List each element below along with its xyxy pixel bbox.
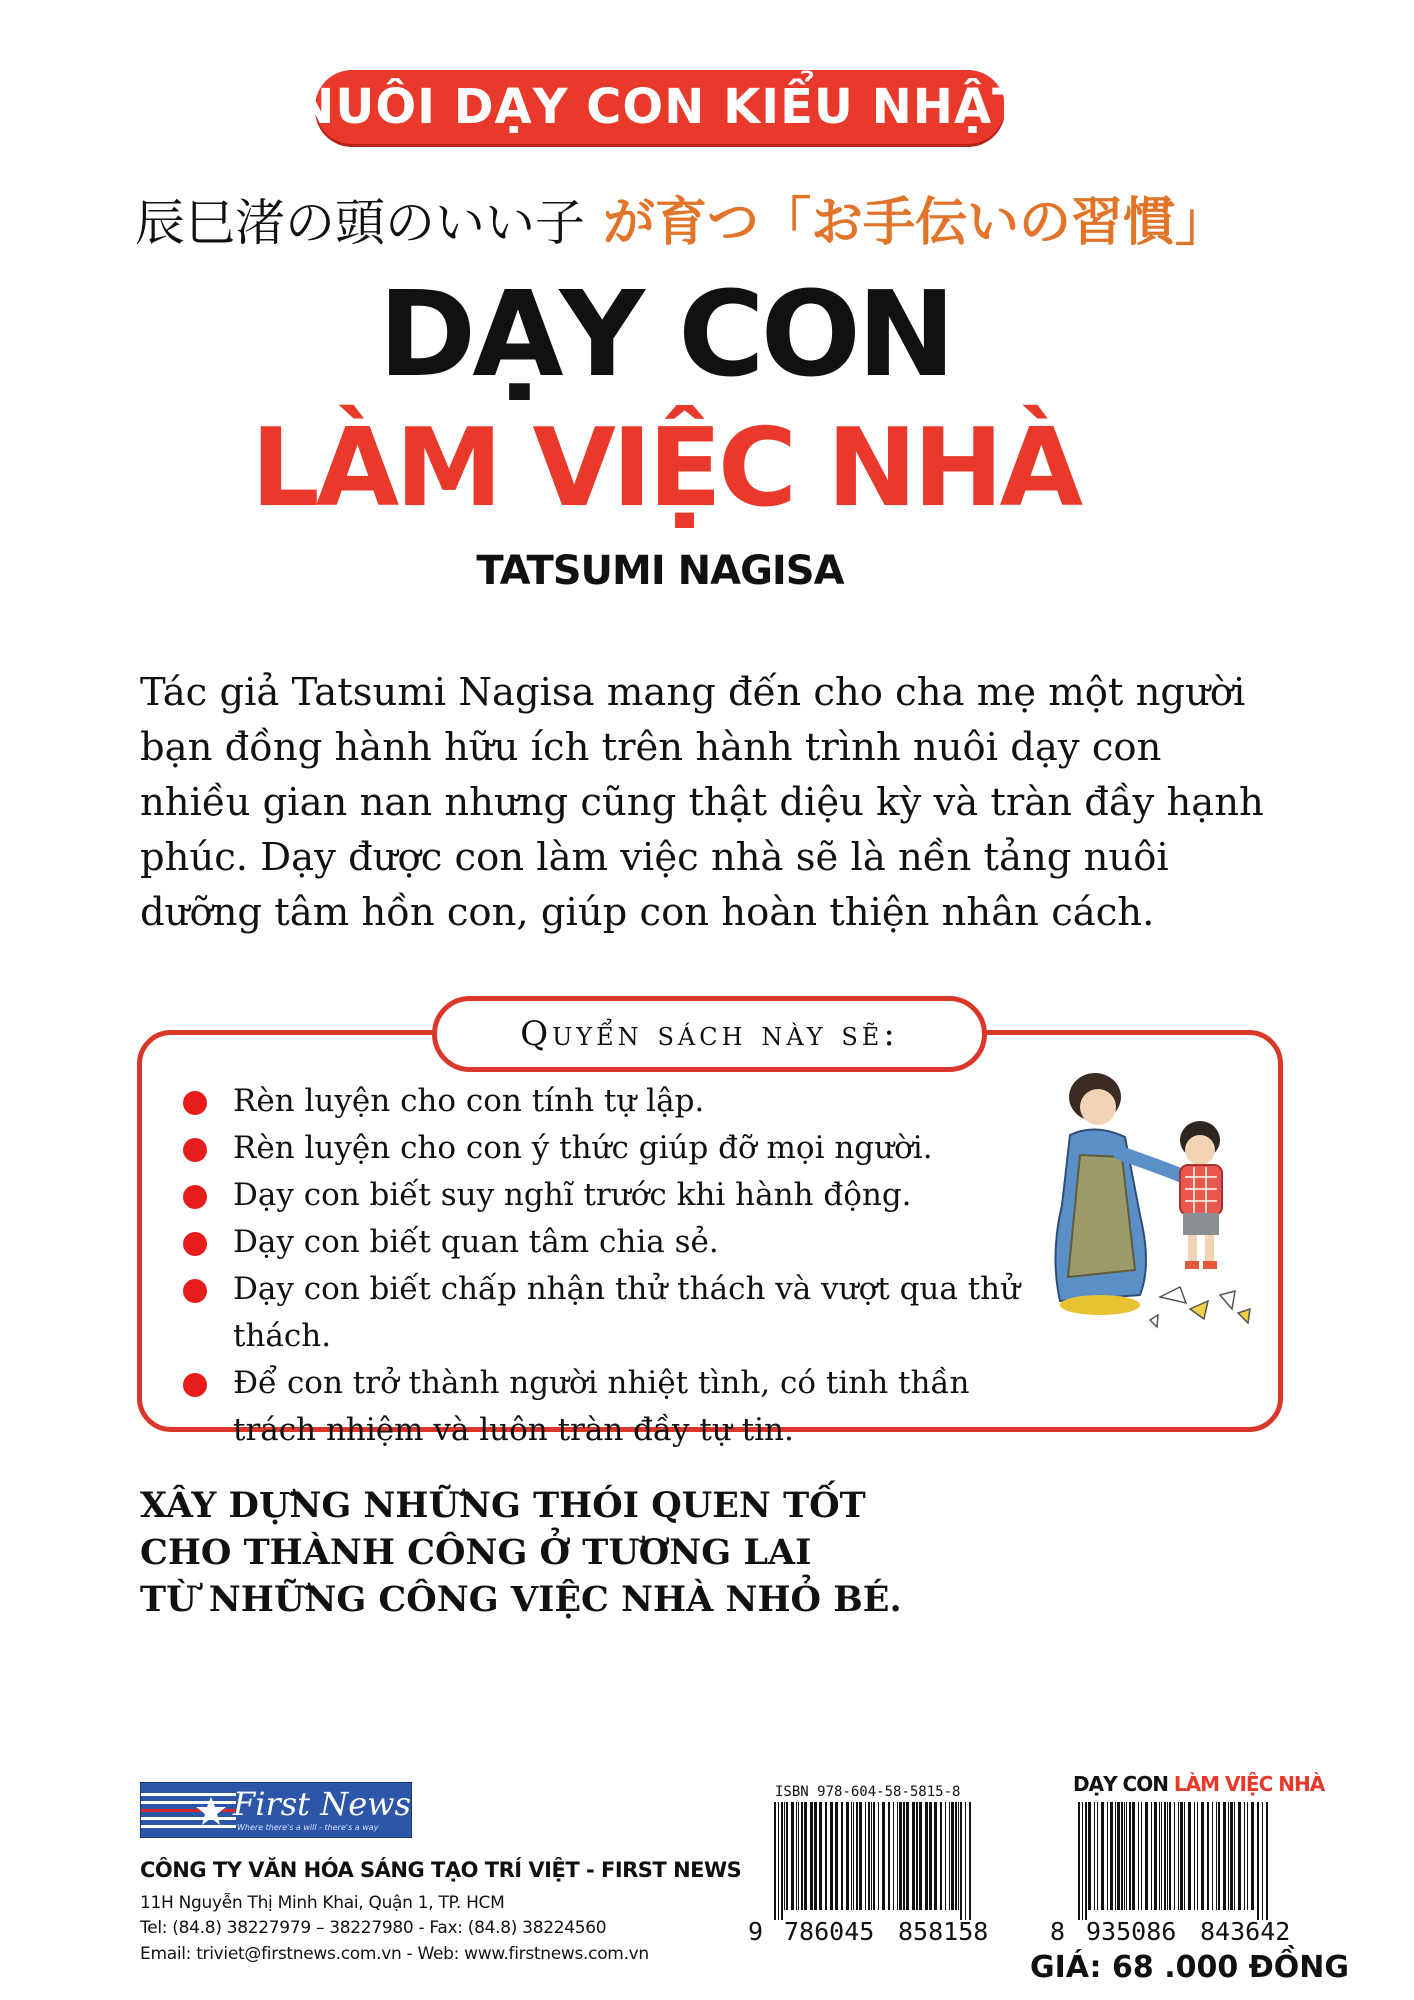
barcode-bar: [786, 1802, 788, 1910]
barcode-bar: [825, 1802, 827, 1910]
bullet-icon: [183, 1232, 207, 1256]
publisher-logo-tagline: Where there's a will - there's a way: [237, 1823, 379, 1832]
barcode-bar: [929, 1802, 932, 1910]
barcode-bar: [796, 1802, 797, 1910]
barcode-bar: [1117, 1802, 1120, 1910]
barcode-bar: [1145, 1802, 1148, 1910]
barcode-bar: [903, 1802, 905, 1910]
barcode-bar: [965, 1802, 966, 1920]
barcode-bar: [873, 1802, 875, 1910]
barcode-bar: [1097, 1802, 1098, 1910]
barcode-bar: [955, 1802, 957, 1910]
barcode-title-part1: DẠY CON: [1073, 1772, 1168, 1796]
barcode-bar: [1129, 1802, 1131, 1910]
publisher-logo-text: First News: [233, 1785, 411, 1823]
barcode-bar: [893, 1802, 894, 1910]
barcode-bar: [1126, 1802, 1127, 1910]
barcode-bar: [1223, 1802, 1226, 1910]
store-digits-right: 843642: [1200, 1917, 1291, 1946]
barcode-bar: [1115, 1802, 1116, 1910]
barcode-bar: [945, 1802, 946, 1910]
japanese-title-part2: が育つ「お手伝いの習慣」: [603, 193, 1228, 253]
barcode-bar: [1121, 1802, 1123, 1910]
store-barcode: [1074, 1802, 1314, 1920]
barcode-bar: [1244, 1802, 1245, 1910]
feature-item-text: Rèn luyện cho con ý thức giúp đỡ mọi người.: [233, 1130, 933, 1166]
barcode-bar: [1107, 1802, 1108, 1910]
barcode-bar: [1085, 1802, 1087, 1920]
slogan: [140, 1482, 1040, 1623]
barcode-bar: [871, 1802, 872, 1910]
barcode-bar: [1167, 1802, 1168, 1910]
barcode-bar: [1082, 1802, 1083, 1920]
barcode-bar: [846, 1802, 849, 1910]
feature-heading-text: Quyển sách này sẽ:: [520, 1014, 899, 1054]
barcode-bar: [778, 1802, 779, 1920]
bullet-icon: [183, 1373, 207, 1397]
barcode-bar: [814, 1802, 817, 1910]
star-stripes-icon: [141, 1783, 241, 1838]
barcode-bar: [969, 1802, 971, 1920]
mother-shoes: [1060, 1295, 1140, 1315]
barcode-bar: [1257, 1802, 1259, 1920]
child-shorts: [1183, 1213, 1219, 1235]
store-digits-left: 935086: [1086, 1917, 1177, 1946]
barcode-bar: [1078, 1802, 1080, 1920]
bullet-icon: [183, 1185, 207, 1209]
barcode-bar: [1212, 1802, 1213, 1910]
barcode-bar: [853, 1802, 854, 1910]
feature-item-text: Để con trở thành người nhiệt tình, có tinh thần trách nhiệm và luôn tràn đầy tự tin.: [233, 1365, 970, 1448]
series-label: [294, 70, 1026, 144]
japanese-title-part1: 辰巳渚の頭のいい子: [135, 194, 585, 252]
barcode-bar: [856, 1802, 858, 1910]
barcode-bar: [1151, 1802, 1152, 1910]
barcode-bar: [859, 1802, 862, 1910]
barcode-bar: [1184, 1802, 1185, 1910]
barcode-bar: [841, 1802, 843, 1910]
isbn-digits-left: 786045: [784, 1917, 875, 1946]
barcode-bar: [1180, 1802, 1183, 1910]
barcode-bar: [940, 1802, 942, 1910]
barcode-book-title: [1073, 1772, 1324, 1796]
barcode-bar: [1178, 1802, 1179, 1910]
barcode-bar: [1266, 1802, 1268, 1920]
plate-shard: [1220, 1291, 1235, 1309]
barcode-bar: [819, 1802, 822, 1910]
barcode-bar: [916, 1802, 918, 1910]
barcode-bar: [1138, 1802, 1139, 1910]
barcode-bar: [919, 1802, 922, 1910]
barcode-bar: [1238, 1802, 1241, 1910]
barcode-bar: [1194, 1802, 1195, 1910]
barcode-bar: [1141, 1802, 1142, 1910]
child-shoe: [1203, 1261, 1217, 1269]
barcode-bar: [781, 1802, 783, 1920]
barcode-title-part2: LÀM VIỆC NHÀ: [1173, 1772, 1325, 1796]
isbn-lead-digit: 9: [748, 1917, 764, 1946]
barcode-bar: [1101, 1802, 1104, 1910]
plate-shard: [1150, 1315, 1158, 1327]
barcode-bar: [851, 1802, 852, 1910]
price: GIÁ: 68 .000 ĐỒNG: [1030, 1950, 1350, 1985]
barcode-bar: [925, 1802, 928, 1910]
slogan-line: CHO THÀNH CÔNG Ở TƯƠNG LAI: [140, 1532, 812, 1573]
plate-shard: [1160, 1287, 1186, 1303]
barcode-bar: [899, 1802, 902, 1910]
barcode-bar: [951, 1802, 954, 1910]
store-lead-digit: 8: [1050, 1917, 1066, 1946]
feature-item: [183, 1219, 1083, 1266]
bullet-icon: [183, 1279, 207, 1303]
barcode-bar: [774, 1802, 776, 1920]
feature-item: [183, 1172, 1083, 1219]
barcode-bar: [934, 1802, 937, 1910]
publisher-address: 11H Nguyễn Thị Minh Khai, Quận 1, TP. HCM: [140, 1893, 505, 1913]
barcode-bar: [791, 1802, 794, 1910]
barcode-bar: [960, 1802, 962, 1920]
book-title-line1: DẠY CON: [378, 265, 952, 403]
publisher-logo: [140, 1782, 412, 1838]
isbn-digits-right: 858158: [898, 1917, 989, 1946]
barcode-bar: [1094, 1802, 1095, 1910]
barcode-bar: [1154, 1802, 1157, 1910]
bullet-icon: [183, 1091, 207, 1115]
barcode-bar: [1132, 1802, 1135, 1910]
barcode-bar: [1188, 1802, 1191, 1910]
barcode-bar: [830, 1802, 833, 1910]
barcode-bar: [1262, 1802, 1263, 1920]
publisher-company: CÔNG TY VĂN HÓA SÁNG TẠO TRÍ VIỆT - FIRST NEWS: [140, 1858, 742, 1882]
slogan-line: TỪ NHỮNG CÔNG VIỆC NHÀ NHỎ BÉ.: [140, 1579, 902, 1620]
barcode-bar: [888, 1802, 890, 1910]
plate-shard: [1190, 1301, 1208, 1319]
barcode-bar: [1197, 1802, 1198, 1910]
book-description: Tác giả Tatsumi Nagisa mang đến cho cha mẹ một người bạn đồng hành hữu ích trên hành trình nuôi dạy con nhiều gian nan nhưng cũng thật diệu kỳ và tràn đầy hạnh phúc. Dạy được con làm việc nhà sẽ là nền tảng nuôi dưỡng tâm hồn con, giúp con hoàn thiện nhân cách.: [140, 670, 1264, 935]
child-leg: [1205, 1235, 1214, 1263]
plate-shard: [1238, 1309, 1250, 1323]
barcode-bar: [1207, 1802, 1209, 1910]
barcode-bar: [1228, 1802, 1229, 1910]
barcode-bar: [1201, 1802, 1204, 1910]
publisher-phone: Tel: (84.8) 38227979 – 38227980 - Fax: (84.8) 38224560: [140, 1918, 607, 1938]
bullet-icon: [183, 1138, 207, 1162]
barcode-bar: [1234, 1802, 1235, 1910]
barcode-bar: [1218, 1802, 1220, 1910]
child-shoe: [1185, 1261, 1199, 1269]
barcode-bar: [882, 1802, 885, 1910]
barcode-bar: [1174, 1802, 1175, 1910]
barcode-bar: [804, 1802, 807, 1910]
child-shirt: [1180, 1165, 1222, 1215]
feature-item: [183, 1266, 1083, 1360]
barcode-bar: [897, 1802, 898, 1910]
barcode-bar: [801, 1802, 803, 1910]
feature-item: [183, 1078, 1083, 1125]
barcode-bar: [1216, 1802, 1217, 1910]
barcode-bar: [1247, 1802, 1248, 1910]
book-title-line2: LÀM VIỆC NHÀ: [250, 406, 1080, 531]
publisher-contact: Email: triviet@firstnews.com.vn - Web: www.firstnews.com.vn: [140, 1944, 649, 1964]
feature-list: [183, 1078, 1083, 1454]
child-face: [1185, 1135, 1215, 1165]
barcode-bar: [1251, 1802, 1254, 1910]
feature-item-text: Rèn luyện cho con tính tự lập.: [233, 1083, 705, 1119]
isbn-barcode: [770, 1802, 1010, 1920]
barcode-bar: [1159, 1802, 1160, 1910]
japanese-title: [135, 180, 1285, 260]
barcode-bar: [810, 1802, 813, 1910]
feature-item-text: Dạy con biết chấp nhận thử thách và vượt qua thử thách.: [233, 1271, 1021, 1354]
slogan-line: XÂY DỰNG NHỮNG THÓI QUEN TỐT: [140, 1485, 866, 1526]
barcode-bar: [798, 1802, 799, 1910]
barcode-bar: [1088, 1802, 1091, 1910]
barcode-bar: [906, 1802, 909, 1910]
barcode-bar: [1124, 1802, 1125, 1910]
feature-item-text: Dạy con biết suy nghĩ trước khi hành động.: [233, 1177, 912, 1213]
barcode-bar: [784, 1802, 785, 1910]
barcode-bar: [949, 1802, 950, 1910]
feature-item: [183, 1125, 1083, 1172]
barcode-bar: [1161, 1802, 1162, 1910]
barcode-bar: [1110, 1802, 1113, 1910]
barcode-bar: [1230, 1802, 1233, 1910]
mother-child-illustration: [1040, 1065, 1265, 1330]
feature-item-text: Dạy con biết quan tâm chia sẻ.: [233, 1224, 719, 1260]
barcode-bar: [865, 1802, 866, 1910]
barcode-bar: [1169, 1802, 1171, 1910]
barcode-bar: [835, 1802, 838, 1910]
mother-face: [1080, 1089, 1116, 1125]
barcode-bar: [958, 1802, 959, 1910]
author-name: TATSUMI NAGISA: [476, 548, 844, 594]
barcode-bar: [868, 1802, 870, 1910]
child-leg: [1188, 1235, 1197, 1263]
barcode-bar: [1164, 1802, 1166, 1910]
barcode-bar: [912, 1802, 915, 1910]
isbn-label: ISBN 978-604-58-5815-8: [775, 1784, 961, 1800]
barcode-bar: [878, 1802, 879, 1910]
feature-heading: [432, 996, 987, 1072]
feature-item: [183, 1360, 1053, 1454]
series-label-text: NUÔI DẠY CON KIỂU NHẬT: [294, 79, 1026, 135]
